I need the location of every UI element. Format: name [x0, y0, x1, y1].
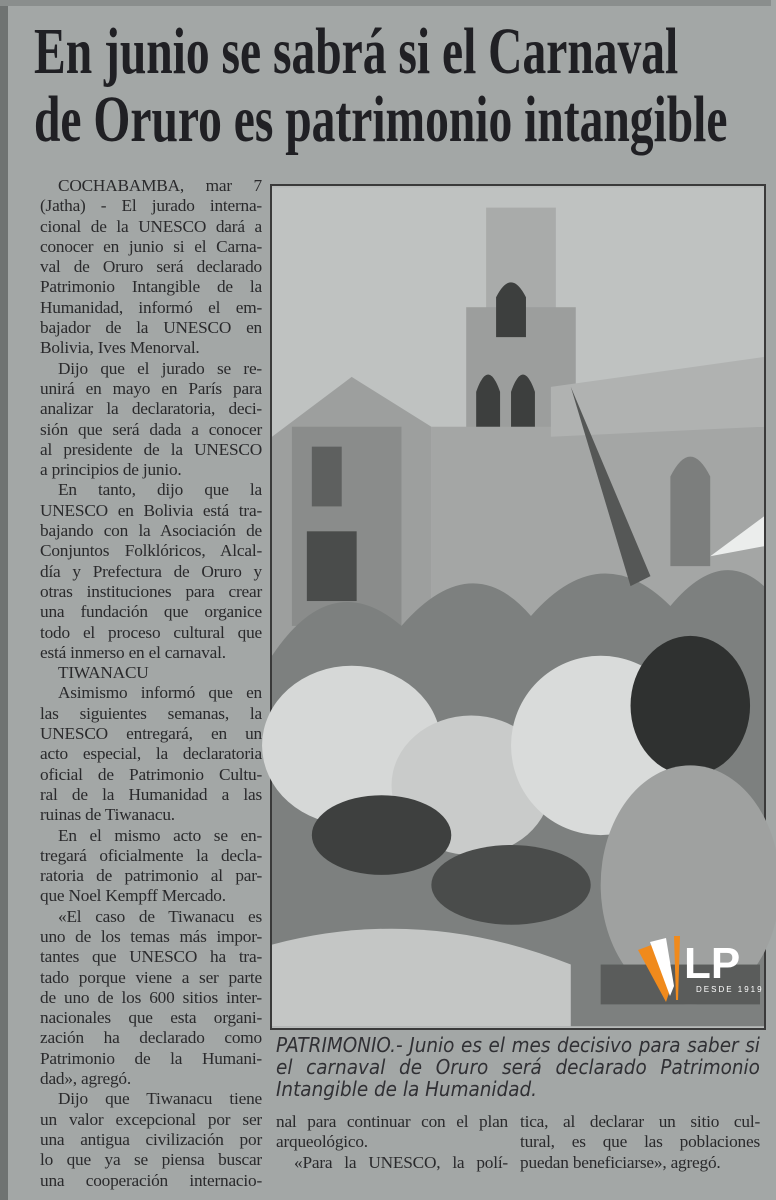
- text-line: bajando con la Asociación de: [40, 521, 262, 541]
- headline: [34, 15, 728, 156]
- text-line: nal para continuar con el plan: [276, 1112, 508, 1131]
- lp-logo-icon: [636, 930, 764, 1010]
- text-line: tado porque viene a ser parte: [40, 967, 262, 987]
- text-line: las siguientes semanas, la: [40, 703, 262, 723]
- text-line: ratoria de patrimonio al par-: [40, 866, 262, 886]
- text-line: un valor excepcional por ser: [40, 1109, 262, 1129]
- subheading: TIWANACU: [58, 663, 149, 683]
- text-line: Humanidad, informó el em-: [40, 297, 262, 317]
- text-line: a principios de junio.: [40, 460, 182, 480]
- text-line: uno de los temas más impor-: [40, 926, 262, 946]
- text-line: Asimismo informó que en: [58, 683, 262, 703]
- text-line: oficial de Patrimonio Cultu-: [40, 764, 262, 784]
- text-line: está inmerso en el carnaval.: [40, 642, 226, 662]
- text-line: UNESCO en Bolivia está tra-: [40, 500, 262, 520]
- text-line: Conjuntos Folklóricos, Alcal-: [40, 541, 262, 561]
- caption-line: Intangible de la Humanidad.: [276, 1077, 538, 1101]
- text-line: zación ha declarado como: [40, 1028, 262, 1048]
- text-line: todo el proceso cultural que: [40, 622, 262, 642]
- text-line: tica, al declarar un sitio cul-: [520, 1112, 760, 1131]
- text-line: una fundación que organice: [40, 602, 262, 622]
- headline-line-1: En junio se sabrá si el Carnaval: [34, 15, 679, 88]
- text-line: nacionales que esta organi-: [40, 1008, 262, 1028]
- text-line: tural, es que las poblaciones: [520, 1132, 760, 1152]
- text-line: al presidente de la UNESCO: [40, 439, 262, 459]
- text-line: (Jatha) - El jurado interna-: [40, 196, 262, 216]
- text-line: Dijo que el jurado se re-: [58, 358, 262, 378]
- text-line: tantes que UNESCO ha tra-: [40, 947, 262, 967]
- text-line: unirá en mayo en París para: [40, 378, 262, 398]
- text-line: acto especial, la declaratoria: [40, 744, 262, 764]
- text-line: En tanto, dijo que la: [58, 480, 262, 500]
- text-line: de uno de los 600 sitios inter-: [40, 987, 262, 1007]
- logo-tagline: DESDE 1919: [696, 985, 764, 994]
- text-line: En el mismo acto se en-: [58, 825, 262, 845]
- text-line: arqueológico.: [276, 1132, 368, 1152]
- text-line: Bolivia, Ives Menorval.: [40, 338, 200, 358]
- text-line: una antigua civilización por: [40, 1129, 262, 1149]
- text-line: una cooperación internacio-: [40, 1170, 262, 1190]
- carnival-photo: [270, 184, 766, 1030]
- page-top-edge: [0, 0, 771, 6]
- article-bottom-column-2: [520, 1112, 760, 1173]
- text-line: tregará oficialmente la decla-: [40, 845, 262, 865]
- text-line: cional de la UNESCO dará a: [40, 216, 262, 236]
- text-line: val de Oruro será declarado: [40, 257, 262, 277]
- carnival-photo-illustration: [272, 186, 764, 1028]
- caption-line: PATRIMONIO.- Junio es el mes decisivo para saber si: [276, 1033, 760, 1057]
- text-line: COCHABAMBA, mar 7: [58, 176, 262, 195]
- text-line: día y Prefectura de Oruro y: [40, 561, 262, 581]
- text-line: Patrimonio de la Humani-: [40, 1048, 262, 1068]
- text-line: bajador de la UNESCO en: [40, 318, 262, 338]
- text-line: Dijo que Tiwanacu tiene: [58, 1089, 262, 1109]
- text-line: «El caso de Tiwanacu es: [58, 906, 262, 926]
- text-line: analizar la declaratoria, deci-: [40, 399, 262, 419]
- article-bottom-column-1: [276, 1112, 508, 1173]
- text-line: sión que será dada a conocer: [40, 419, 262, 439]
- caption-line: el carnaval de Oruro será declarado Patrimonio: [276, 1055, 760, 1079]
- text-line: conocer en junio si el Carna-: [40, 236, 262, 256]
- text-line: «Para la UNESCO, la polí-: [294, 1152, 508, 1172]
- logo-text: LP: [684, 939, 741, 988]
- text-line: dad», agregó.: [40, 1069, 131, 1089]
- text-line: UNESCO entregará, en un: [40, 724, 262, 744]
- headline-line-2: de Oruro es patrimonio intangible: [34, 83, 728, 156]
- text-line: lo que ya se piensa buscar: [40, 1150, 262, 1170]
- text-line: puedan beneficiarse», agregó.: [520, 1152, 721, 1172]
- page-edge: [0, 0, 8, 1200]
- text-line: ral de la Humanidad a las: [40, 784, 262, 804]
- text-line: ruinas de Tiwanacu.: [40, 805, 175, 825]
- photo-caption: [276, 1033, 760, 1101]
- text-line: otras instituciones para crear: [40, 581, 262, 601]
- text-line: Patrimonio Intangible de la: [40, 277, 262, 297]
- text-line: que Noel Kempff Mercado.: [40, 886, 226, 906]
- article-body-column: [40, 176, 262, 1191]
- lp-logo: [636, 930, 764, 1010]
